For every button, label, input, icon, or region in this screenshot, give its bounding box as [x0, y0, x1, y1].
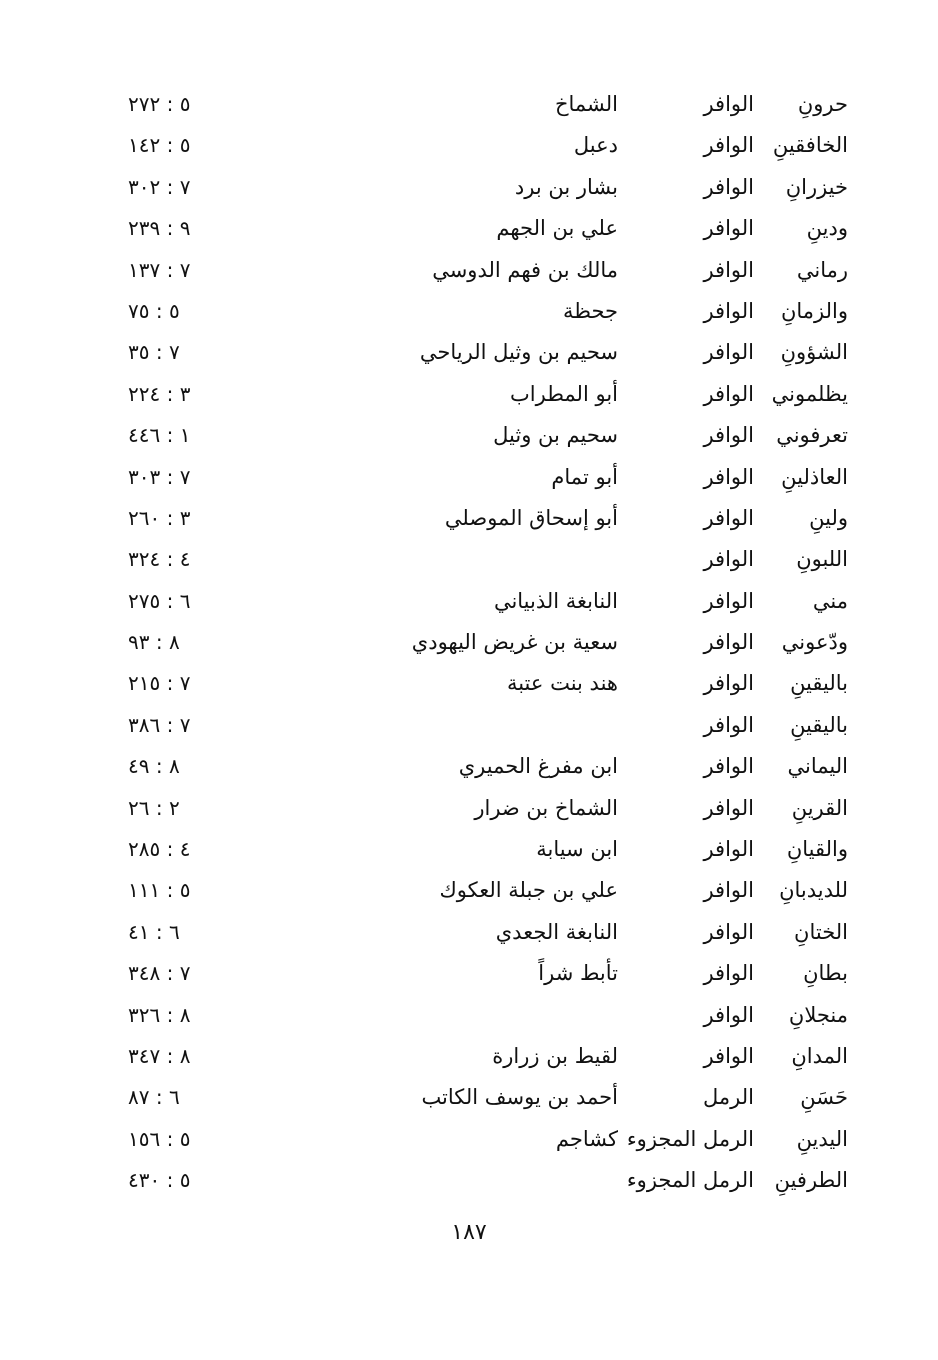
- poet-name: أبو إسحاق الموصلي: [444, 505, 618, 530]
- volume-page-reference: ٧ : ٣٨٦: [128, 712, 191, 737]
- volume-page-reference: ٥ : ٤٣٠: [128, 1168, 191, 1193]
- poet-name: ابن مفرغ الحميري: [458, 754, 618, 779]
- meter-name: الوافر: [703, 837, 754, 862]
- table-row: [0, 622, 938, 663]
- table-row: [0, 374, 938, 415]
- volume-page-reference: ٦ : ٤١: [128, 919, 180, 944]
- volume-page-reference: ٧ : ١٣٧: [128, 257, 191, 282]
- rhyme-word: العاذلينِ: [781, 464, 848, 489]
- meter-name: الوافر: [703, 464, 754, 489]
- poet-name: بشار بن برد: [514, 174, 618, 199]
- poet-name: [318, 705, 618, 746]
- meter-name: الوافر: [703, 298, 754, 323]
- volume-page-reference: ٧ : ٣٤٨: [128, 961, 191, 986]
- table-row: [0, 870, 938, 911]
- rhyme-word: والزمانِ: [780, 298, 848, 323]
- poet-name: [318, 1160, 618, 1201]
- meter-name: الوافر: [703, 257, 754, 282]
- table-row: [0, 1160, 938, 1201]
- poet-name: كشاجم: [555, 1126, 618, 1151]
- volume-page-reference: ٨ : ٤٩: [128, 754, 180, 779]
- poet-name: جحظة: [562, 298, 618, 323]
- volume-page-reference: ٣ : ٢٦٠: [128, 505, 191, 530]
- poet-name: الشماخ بن ضرار: [474, 795, 618, 820]
- rhyme-word: بطانِ: [803, 961, 848, 986]
- rhyme-word: الخافقينِ: [772, 133, 848, 158]
- volume-page-reference: ٣ : ٢٢٤: [128, 381, 191, 406]
- table-row: [0, 912, 938, 953]
- rhyme-word: اللبونِ: [796, 547, 848, 572]
- meter-name: الوافر: [703, 1002, 754, 1027]
- volume-page-reference: ١ : ٤٤٦: [128, 423, 191, 448]
- rhyme-word: ودينِ: [806, 216, 848, 241]
- meter-name: الوافر: [703, 423, 754, 448]
- table-row: [0, 581, 938, 622]
- meter-name: الوافر: [703, 547, 754, 572]
- volume-page-reference: ٥ : ١٥٦: [128, 1126, 191, 1151]
- poet-name: ابن سيابة: [536, 837, 618, 862]
- volume-page-reference: ٨ : ٩٣: [128, 630, 180, 655]
- table-row: [0, 539, 938, 580]
- table-row: [0, 705, 938, 746]
- table-row: [0, 250, 938, 291]
- volume-page-reference: ٤ : ٣٢٤: [128, 547, 191, 572]
- table-row: [0, 167, 938, 208]
- rhyme-word: ودّعوني: [781, 630, 848, 655]
- meter-name: الوافر: [703, 795, 754, 820]
- table-row: [0, 953, 938, 994]
- volume-page-reference: ٥ : ٢٧٢: [128, 92, 191, 116]
- volume-page-reference: ٦ : ٢٧٥: [128, 588, 191, 613]
- volume-page-reference: ٥ : ١٤٢: [128, 133, 191, 158]
- meter-name: الوافر: [703, 588, 754, 613]
- volume-page-reference: ٨ : ٣٢٦: [128, 1002, 191, 1027]
- rhyme-word: اليماني: [787, 754, 848, 779]
- meter-name: الوافر: [703, 671, 754, 696]
- table-row: [0, 84, 938, 125]
- rhyme-word: يظلموني: [771, 381, 848, 406]
- table-row: [0, 208, 938, 249]
- table-row: [0, 1119, 938, 1160]
- meter-name: الوافر: [703, 754, 754, 779]
- meter-name: الوافر: [703, 92, 754, 116]
- table-row: [0, 498, 938, 539]
- rhyme-word: والقيانِ: [786, 837, 848, 862]
- meter-name: الوافر: [703, 216, 754, 241]
- volume-page-reference: ٥ : ٧٥: [128, 298, 180, 323]
- table-row: [0, 291, 938, 332]
- volume-page-reference: ٥ : ١١١: [128, 878, 191, 903]
- meter-name: الرمل المجزوء: [626, 1126, 754, 1151]
- rhyme-word: خيزرانِ: [785, 174, 848, 199]
- rhyme-word: ولينِ: [809, 505, 848, 530]
- rhyme-word: للديدبانِ: [779, 878, 848, 903]
- volume-page-reference: ٨ : ٣٤٧: [128, 1043, 191, 1068]
- poet-name: النابغة الذبياني: [493, 588, 618, 613]
- poet-name: سعية بن غريض اليهودي: [411, 630, 618, 655]
- poet-name: علي بن الجهم: [496, 216, 618, 241]
- rhyme-word: رماني: [796, 257, 848, 282]
- table-row: [0, 1036, 938, 1077]
- rhyme-word: باليقينِ: [790, 671, 848, 696]
- volume-page-reference: ٩ : ٢٣٩: [128, 216, 191, 241]
- rhyme-index-table: [0, 84, 938, 1202]
- rhyme-word: الطرفينِ: [774, 1168, 848, 1193]
- meter-name: الرمل: [703, 1085, 754, 1110]
- table-row: [0, 995, 938, 1036]
- rhyme-word: الشؤونِ: [780, 340, 848, 365]
- meter-name: الوافر: [703, 381, 754, 406]
- poet-name: النابغة الجعدي: [495, 919, 618, 944]
- meter-name: الرمل المجزوء: [626, 1168, 754, 1193]
- poet-name: الشماخ: [554, 92, 618, 116]
- meter-name: الوافر: [703, 174, 754, 199]
- table-row: [0, 415, 938, 456]
- meter-name: الوافر: [703, 340, 754, 365]
- rhyme-word: باليقينِ: [790, 712, 848, 737]
- volume-page-reference: ٢ : ٢٦: [128, 795, 180, 820]
- meter-name: الوافر: [703, 1043, 754, 1068]
- rhyme-word: منجلانِ: [788, 1002, 848, 1027]
- poet-name: تأبط شراً: [538, 961, 618, 986]
- table-row: [0, 746, 938, 787]
- poet-name: هند بنت عتبة: [506, 671, 618, 696]
- rhyme-word: اليدينِ: [796, 1126, 848, 1151]
- table-row: [0, 457, 938, 498]
- table-row: [0, 788, 938, 829]
- rhyme-word: الختانِ: [794, 919, 848, 944]
- rhyme-word: مني: [812, 588, 848, 613]
- poet-name: سحيم بن وثيل الرياحي: [419, 340, 618, 365]
- rhyme-word: تعرفوني: [776, 423, 848, 448]
- poet-name: أحمد بن يوسف الكاتب: [421, 1085, 618, 1110]
- volume-page-reference: ٧ : ٢١٥: [128, 671, 191, 696]
- poet-name: أبو تمام: [551, 464, 618, 489]
- page-number: ١٨٧: [451, 1220, 487, 1245]
- meter-name: الوافر: [703, 712, 754, 737]
- table-row: [0, 1077, 938, 1118]
- poet-name: دعبل: [573, 133, 618, 158]
- rhyme-word: المدانِ: [791, 1043, 848, 1068]
- poet-name: [318, 539, 618, 580]
- meter-name: الوافر: [703, 630, 754, 655]
- volume-page-reference: ٧ : ٣٠٢: [128, 174, 191, 199]
- volume-page-reference: ٧ : ٣٥: [128, 340, 180, 365]
- meter-name: الوافر: [703, 133, 754, 158]
- meter-name: الوافر: [703, 505, 754, 530]
- poet-name: أبو المطراب: [510, 381, 618, 406]
- volume-page-reference: ٤ : ٢٨٥: [128, 837, 191, 862]
- volume-page-reference: ٦ : ٨٧: [128, 1085, 180, 1110]
- rhyme-word: حَسَنِ: [800, 1085, 848, 1110]
- poet-name: مالك بن فهم الدوسي: [432, 257, 618, 282]
- poet-name: [318, 995, 618, 1036]
- meter-name: الوافر: [703, 961, 754, 986]
- table-row: [0, 125, 938, 166]
- table-row: [0, 332, 938, 373]
- table-row: [0, 829, 938, 870]
- poet-name: علي بن جبلة العكوك: [439, 878, 618, 903]
- table-row: [0, 663, 938, 704]
- volume-page-reference: ٧ : ٣٠٣: [128, 464, 191, 489]
- rhyme-word: حرونِ: [797, 92, 848, 116]
- poet-name: لقيط بن زرارة: [492, 1043, 618, 1068]
- rhyme-word: القرينِ: [791, 795, 848, 820]
- poet-name: سحيم بن وثيل: [493, 423, 618, 448]
- meter-name: الوافر: [703, 919, 754, 944]
- meter-name: الوافر: [703, 878, 754, 903]
